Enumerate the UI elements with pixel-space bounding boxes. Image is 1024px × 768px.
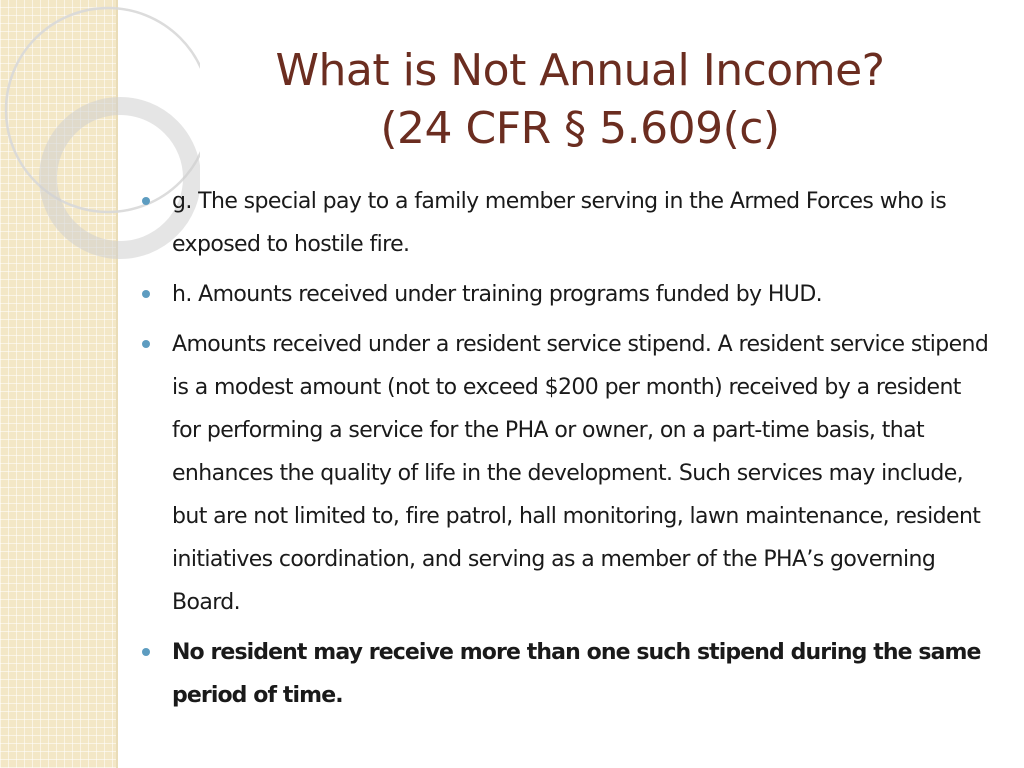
bullet-text: No resident may receive more than one such stipend during the same period of time. — [172, 640, 981, 708]
title-line-1: What is Not Annual Income? — [275, 45, 885, 96]
bullet-item-stipend-limit — [140, 631, 995, 717]
title-line-2: (24 CFR § 5.609(c) — [380, 103, 780, 154]
bullet-dot-icon — [142, 340, 150, 348]
bullet-item-training-programs — [140, 273, 995, 316]
bullet-item-stipend — [140, 323, 995, 624]
slide-title — [170, 42, 990, 158]
bullet-text: h. Amounts received under training programs funded by HUD. — [172, 282, 823, 307]
bullet-text: Amounts received under a resident service stipend. A resident service stipend is a modest amount (not to exceed $200 per month) received by a resident for performing a service for the PHA or owner, on a part-time basis, that enhances the quality of life in the development. Such services may include, but are not limited to, fire patrol, hall monitoring, lawn maintenance, resident initiatives coordination, and serving as a member of the PHA’s governing Board. — [172, 332, 989, 615]
bullet-dot-icon — [142, 648, 150, 656]
bullet-dot-icon — [142, 290, 150, 298]
bullet-text: g. The special pay to a family member serving in the Armed Forces who is exposed to hostile fire. — [172, 189, 947, 257]
bullet-item-armed-forces — [140, 180, 995, 266]
bullet-dot-icon — [142, 197, 150, 205]
bullet-list — [140, 180, 995, 724]
